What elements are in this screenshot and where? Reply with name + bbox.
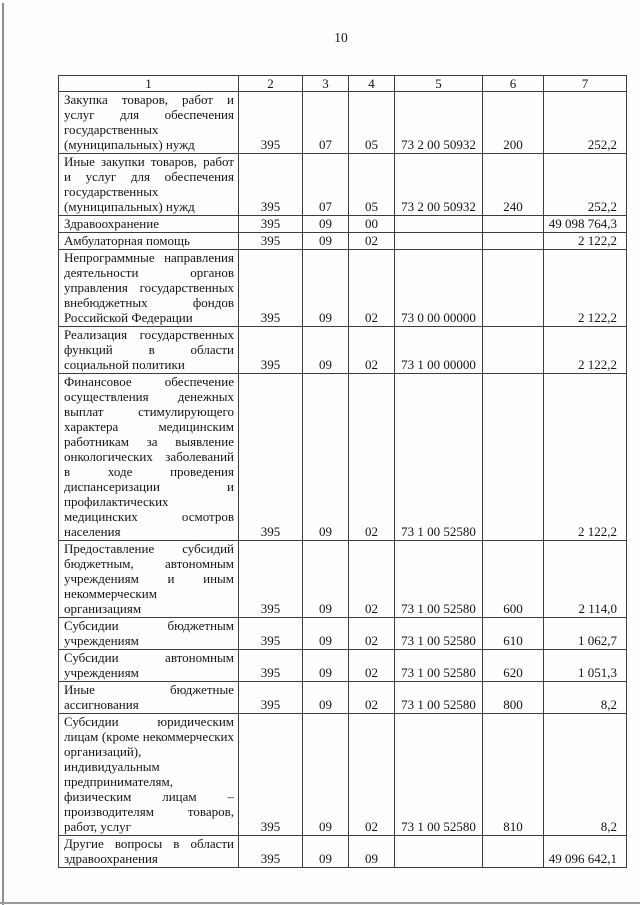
table-row	[59, 216, 627, 233]
table-cell: 09	[303, 250, 349, 327]
table-cell	[395, 216, 483, 233]
table-cell: Здравоохранение	[59, 216, 239, 233]
table-cell: Реализация государственных функций в области социальной политики	[59, 327, 239, 374]
table-cell: 09	[303, 618, 349, 650]
table-cell: 2 114,0	[544, 541, 627, 618]
table-cell: 73 1 00 52580	[395, 650, 483, 682]
table-cell: 395	[239, 618, 303, 650]
table-cell: 395	[239, 682, 303, 714]
table-cell: Субсидии юридическим лицам (кроме некоммерческих организаций), индивидуальным предпринимателям, физическим лицам – производителям товаров, работ, услуг	[59, 714, 239, 836]
table-row	[59, 92, 627, 154]
table-cell: 09	[303, 714, 349, 836]
budget-table	[58, 75, 627, 868]
table-cell: 05	[349, 154, 395, 216]
table-cell: 800	[483, 682, 544, 714]
table-header-cell: 2	[239, 76, 303, 92]
table-cell: 09	[303, 650, 349, 682]
table-cell	[483, 374, 544, 541]
table-row	[59, 374, 627, 541]
table-cell: 2 122,2	[544, 374, 627, 541]
table-cell: 395	[239, 233, 303, 250]
table-cell: 09	[303, 327, 349, 374]
table-cell: 200	[483, 92, 544, 154]
table-cell: 09	[349, 836, 395, 868]
table-row	[59, 233, 627, 250]
table-cell: 02	[349, 618, 395, 650]
table-cell: Финансовое обеспечение осуществления денежных выплат стимулирующего характера медицинским работникам за выявление онкологических заболеваний в ходе проведения диспансеризации и профилактических медицинских осмотров населения	[59, 374, 239, 541]
table-cell: 09	[303, 233, 349, 250]
table-cell: 07	[303, 154, 349, 216]
table-row	[59, 714, 627, 836]
table-header-cell: 4	[349, 76, 395, 92]
table-cell: 09	[303, 216, 349, 233]
page-number: 10	[334, 30, 348, 45]
table-cell: 09	[303, 541, 349, 618]
table-cell: 05	[349, 92, 395, 154]
scan-artifact-bottom-edge	[0, 902, 640, 904]
table-cell: 02	[349, 682, 395, 714]
table-cell: 395	[239, 836, 303, 868]
table-cell: 73 0 00 00000	[395, 250, 483, 327]
table-cell: Субсидии бюджетным учреждениям	[59, 618, 239, 650]
table-row	[59, 541, 627, 618]
table-cell: 395	[239, 374, 303, 541]
table-row	[59, 836, 627, 868]
table-cell: 2 122,2	[544, 250, 627, 327]
table-header-cell: 6	[483, 76, 544, 92]
table-cell	[483, 836, 544, 868]
table-cell: 395	[239, 541, 303, 618]
table-cell: 395	[239, 650, 303, 682]
table-cell: 73 2 00 50932	[395, 92, 483, 154]
table-cell: Непрограммные направления деятельности органов управления государственных внебюджетных фондов Российской Федерации	[59, 250, 239, 327]
table-cell: 73 1 00 52580	[395, 541, 483, 618]
table-cell: 02	[349, 250, 395, 327]
table-cell: Амбулаторная помощь	[59, 233, 239, 250]
table-cell	[483, 327, 544, 374]
table-cell: 02	[349, 714, 395, 836]
table-cell: 73 1 00 00000	[395, 327, 483, 374]
table-cell: 395	[239, 216, 303, 233]
table-cell	[395, 233, 483, 250]
table-cell: 2 122,2	[544, 233, 627, 250]
table-cell: 02	[349, 327, 395, 374]
table-cell: 07	[303, 92, 349, 154]
table-cell: 49 096 642,1	[544, 836, 627, 868]
table-cell: 09	[303, 836, 349, 868]
table-header-cell: 7	[544, 76, 627, 92]
table-cell: 73 2 00 50932	[395, 154, 483, 216]
table-cell: 49 098 764,3	[544, 216, 627, 233]
table-cell: 00	[349, 216, 395, 233]
table-cell: Предоставление субсидий бюджетным, автономным учреждениям и иным некоммерческим организациям	[59, 541, 239, 618]
table-body	[59, 92, 627, 868]
table-row	[59, 154, 627, 216]
table-row	[59, 250, 627, 327]
scan-artifact-left-edge	[2, 3, 4, 905]
table-cell: 02	[349, 541, 395, 618]
table-cell: 73 1 00 52580	[395, 682, 483, 714]
table-cell: 8,2	[544, 714, 627, 836]
table-header-cell: 3	[303, 76, 349, 92]
table-cell	[483, 216, 544, 233]
table-cell: Закупка товаров, работ и услуг для обеспечения государственных (муниципальных) нужд	[59, 92, 239, 154]
table-cell	[395, 836, 483, 868]
table-cell	[483, 233, 544, 250]
table-cell	[483, 250, 544, 327]
table-cell: Иные закупки товаров, работ и услуг для обеспечения государственных (муниципальных) нужд	[59, 154, 239, 216]
table-cell: Другие вопросы в области здравоохранения	[59, 836, 239, 868]
table-cell: 395	[239, 327, 303, 374]
table-cell: 02	[349, 374, 395, 541]
table-cell: Иные бюджетные ассигнования	[59, 682, 239, 714]
table-cell: 73 1 00 52580	[395, 374, 483, 541]
table-cell: 395	[239, 92, 303, 154]
table-cell: 240	[483, 154, 544, 216]
table-header-row	[59, 76, 627, 92]
table-cell: 02	[349, 650, 395, 682]
table-cell: 73 1 00 52580	[395, 618, 483, 650]
table-cell: 395	[239, 714, 303, 836]
table-cell: 73 1 00 52580	[395, 714, 483, 836]
table-header-cell: 1	[59, 76, 239, 92]
table-cell: 395	[239, 250, 303, 327]
table-cell: 02	[349, 233, 395, 250]
table-cell: 810	[483, 714, 544, 836]
table-cell: Субсидии автономным учреждениям	[59, 650, 239, 682]
table-row	[59, 650, 627, 682]
table-cell: 395	[239, 154, 303, 216]
table-cell: 600	[483, 541, 544, 618]
table-row	[59, 682, 627, 714]
table-cell: 2 122,2	[544, 327, 627, 374]
table-cell: 09	[303, 682, 349, 714]
table-cell: 252,2	[544, 92, 627, 154]
table-cell: 252,2	[544, 154, 627, 216]
table-row	[59, 327, 627, 374]
table-cell: 610	[483, 618, 544, 650]
table-cell: 1 062,7	[544, 618, 627, 650]
table-header-cell: 5	[395, 76, 483, 92]
table-row	[59, 618, 627, 650]
table-cell: 1 051,3	[544, 650, 627, 682]
table-cell: 620	[483, 650, 544, 682]
table-cell: 8,2	[544, 682, 627, 714]
table-cell: 09	[303, 374, 349, 541]
